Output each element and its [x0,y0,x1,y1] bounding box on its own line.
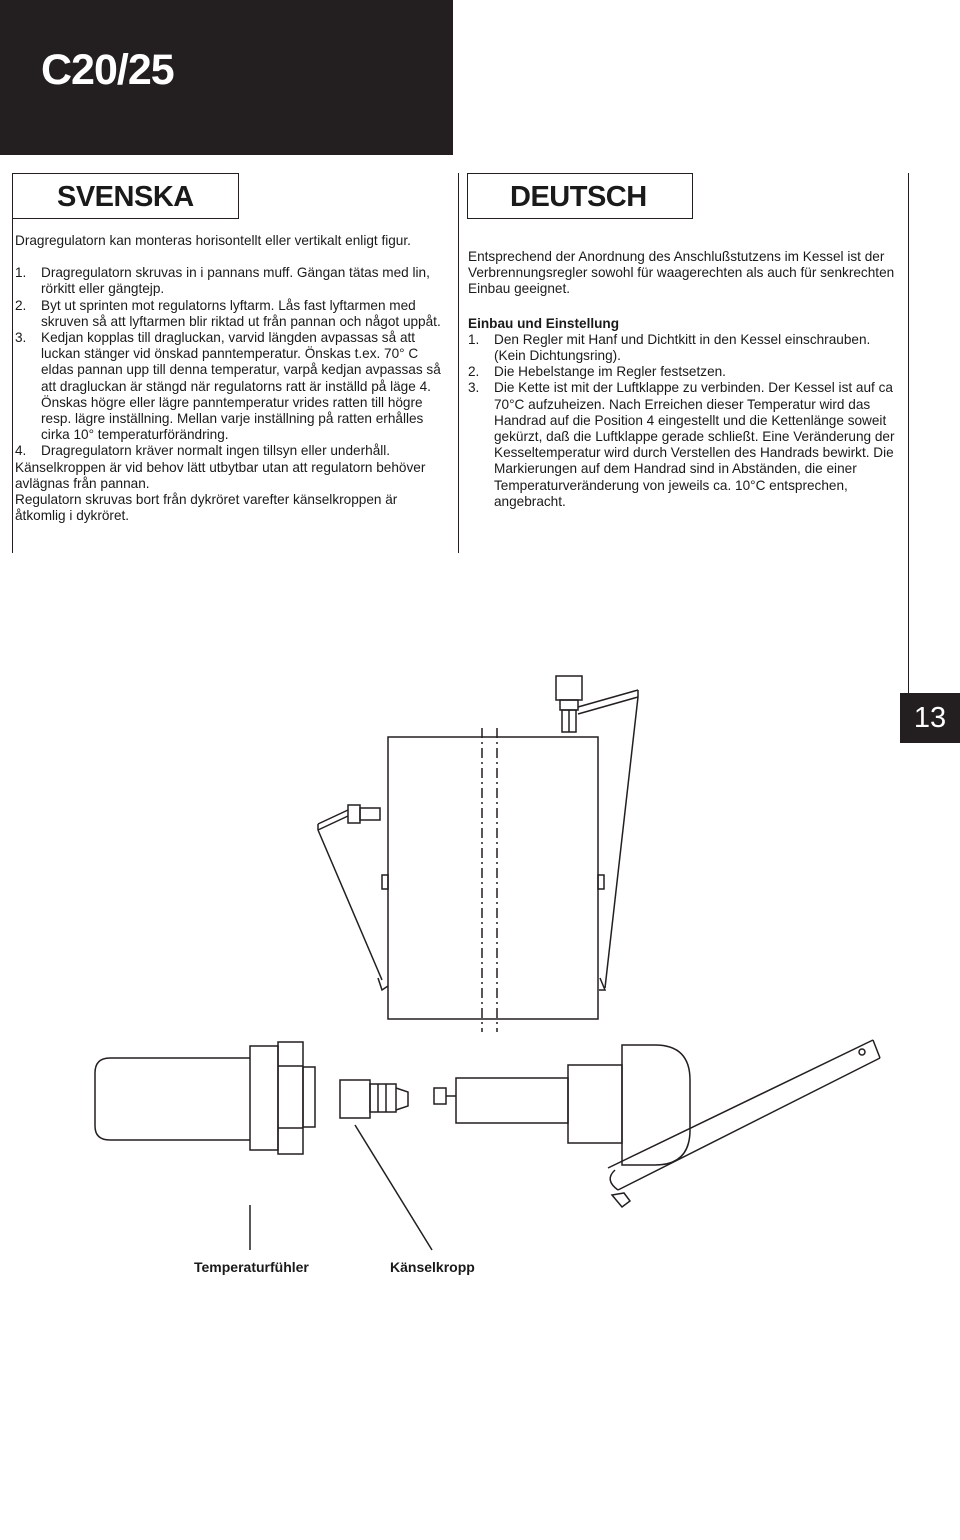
deutsch-column [468,249,896,510]
header-block [0,0,453,155]
svenska-intro: Dragregulatorn kan monteras horisontellt eller vertikalt enligt figur. [15,233,411,248]
deutsch-heading [467,173,693,219]
item-text: Dragregulatorn kräver normalt ingen tillsyn eller underhåll. [41,443,391,459]
svenska-heading [12,173,239,219]
leader-line-right [355,1125,432,1250]
spacer [15,249,445,265]
svenska-para-2: Regulatorn skruvas bort från dykröret varefter känselkroppen är åtkomlig i dykröret. [15,492,398,524]
deutsch-intro: Entsprechend der Anordnung des Anschlußstutzens im Kessel ist der Verbrennungsregler sowohl für waagerechten als auch für senkrechten Einbau geeignet. [468,249,895,297]
svenska-item-1 [15,265,445,297]
deutsch-item-3 [468,380,896,510]
item-number: 2. [15,297,27,313]
right-column-rule [908,173,909,693]
item-text: Dragregulatorn skruvas in i pannans muff. Gängan tätas med lin, rörkitt eller gängtejp. [41,265,430,297]
svenska-para-1: Känselkroppen är vid behov lätt utbytbar utan att regulatorn behöver avlägnas från pannan. [15,459,426,491]
figure-label-temperaturfuhler: Temperaturfühler [194,1259,309,1275]
item-number: 3. [468,380,480,396]
installation-figure [0,660,960,1260]
item-number: 1. [15,265,27,281]
left-column-rule [12,173,13,553]
page-number: 13 [913,702,947,734]
svenska-heading-text: SVENSKA [57,181,194,213]
spacer [468,298,896,316]
deutsch-item-2 [468,364,896,380]
item-text: Byt ut sprinten mot regulatorns lyftarm. Lås fast lyftarmen med skruven så att lyftarmen blir riktad ut från pannan och något uppåt. [41,297,441,329]
deutsch-subheading: Einbau und Einstellung [468,315,620,331]
item-number: 2. [468,364,480,380]
svenska-item-3 [15,330,445,443]
svenska-item-2 [15,298,445,330]
deutsch-item-1 [468,332,896,364]
svenska-item-4 [15,443,445,459]
parts-drawing [95,1040,880,1207]
item-text: Die Hebelstange im Regler festsetzen. [494,364,726,380]
center-column-rule [458,173,459,553]
item-number: 4. [15,443,27,459]
svenska-column [15,233,445,524]
deutsch-heading-text: DEUTSCH [510,181,647,213]
item-text: Die Kette ist mit der Luftklappe zu verbinden. Der Kessel ist auf ca 70°C aufzuheizen. Nach Erreichen dieser Temperatur wird das Handrad auf die Position 4 eingestellt und die Kettenlänge soweit gekürzt, daß die Luftklappe gerade schließt. Eine Veränderung der Kesseltemperatur wird durch Verstellen des Handrads bewirkt. Die Markierungen auf dem Handrad sind in Abständen, die einer Temperaturveränderung von jeweils ca. 10°C entsprechen, angebracht. [494,380,895,509]
item-number: 3. [15,330,27,346]
item-text: Den Regler mit Hanf und Dichtkitt in den Kessel einschrauben. (Kein Dichtungsring). [494,331,871,364]
boiler-drawing [318,676,638,1032]
item-number: 1. [468,331,480,347]
page-title: C20/25 [41,46,174,94]
item-text: Kedjan kopplas till dragluckan, varvid längden avpassas så att luckan stänger vid önskad panntemperatur. Önskas t.ex. 70° C eldas pannan upp till denna temperatur, varpå kedjan avpassas så att dragluckan är stängd när regulatorns ratt är inställd på läge 4. Önskas högre eller lägre panntemperatur vrides ratten till högre resp. lägre inställning. Mellan varje inställning på ratten erhålles cirka 10° temperaturförändring. [41,330,441,443]
figure-label-kanselkropp: Känselkropp [390,1259,475,1275]
